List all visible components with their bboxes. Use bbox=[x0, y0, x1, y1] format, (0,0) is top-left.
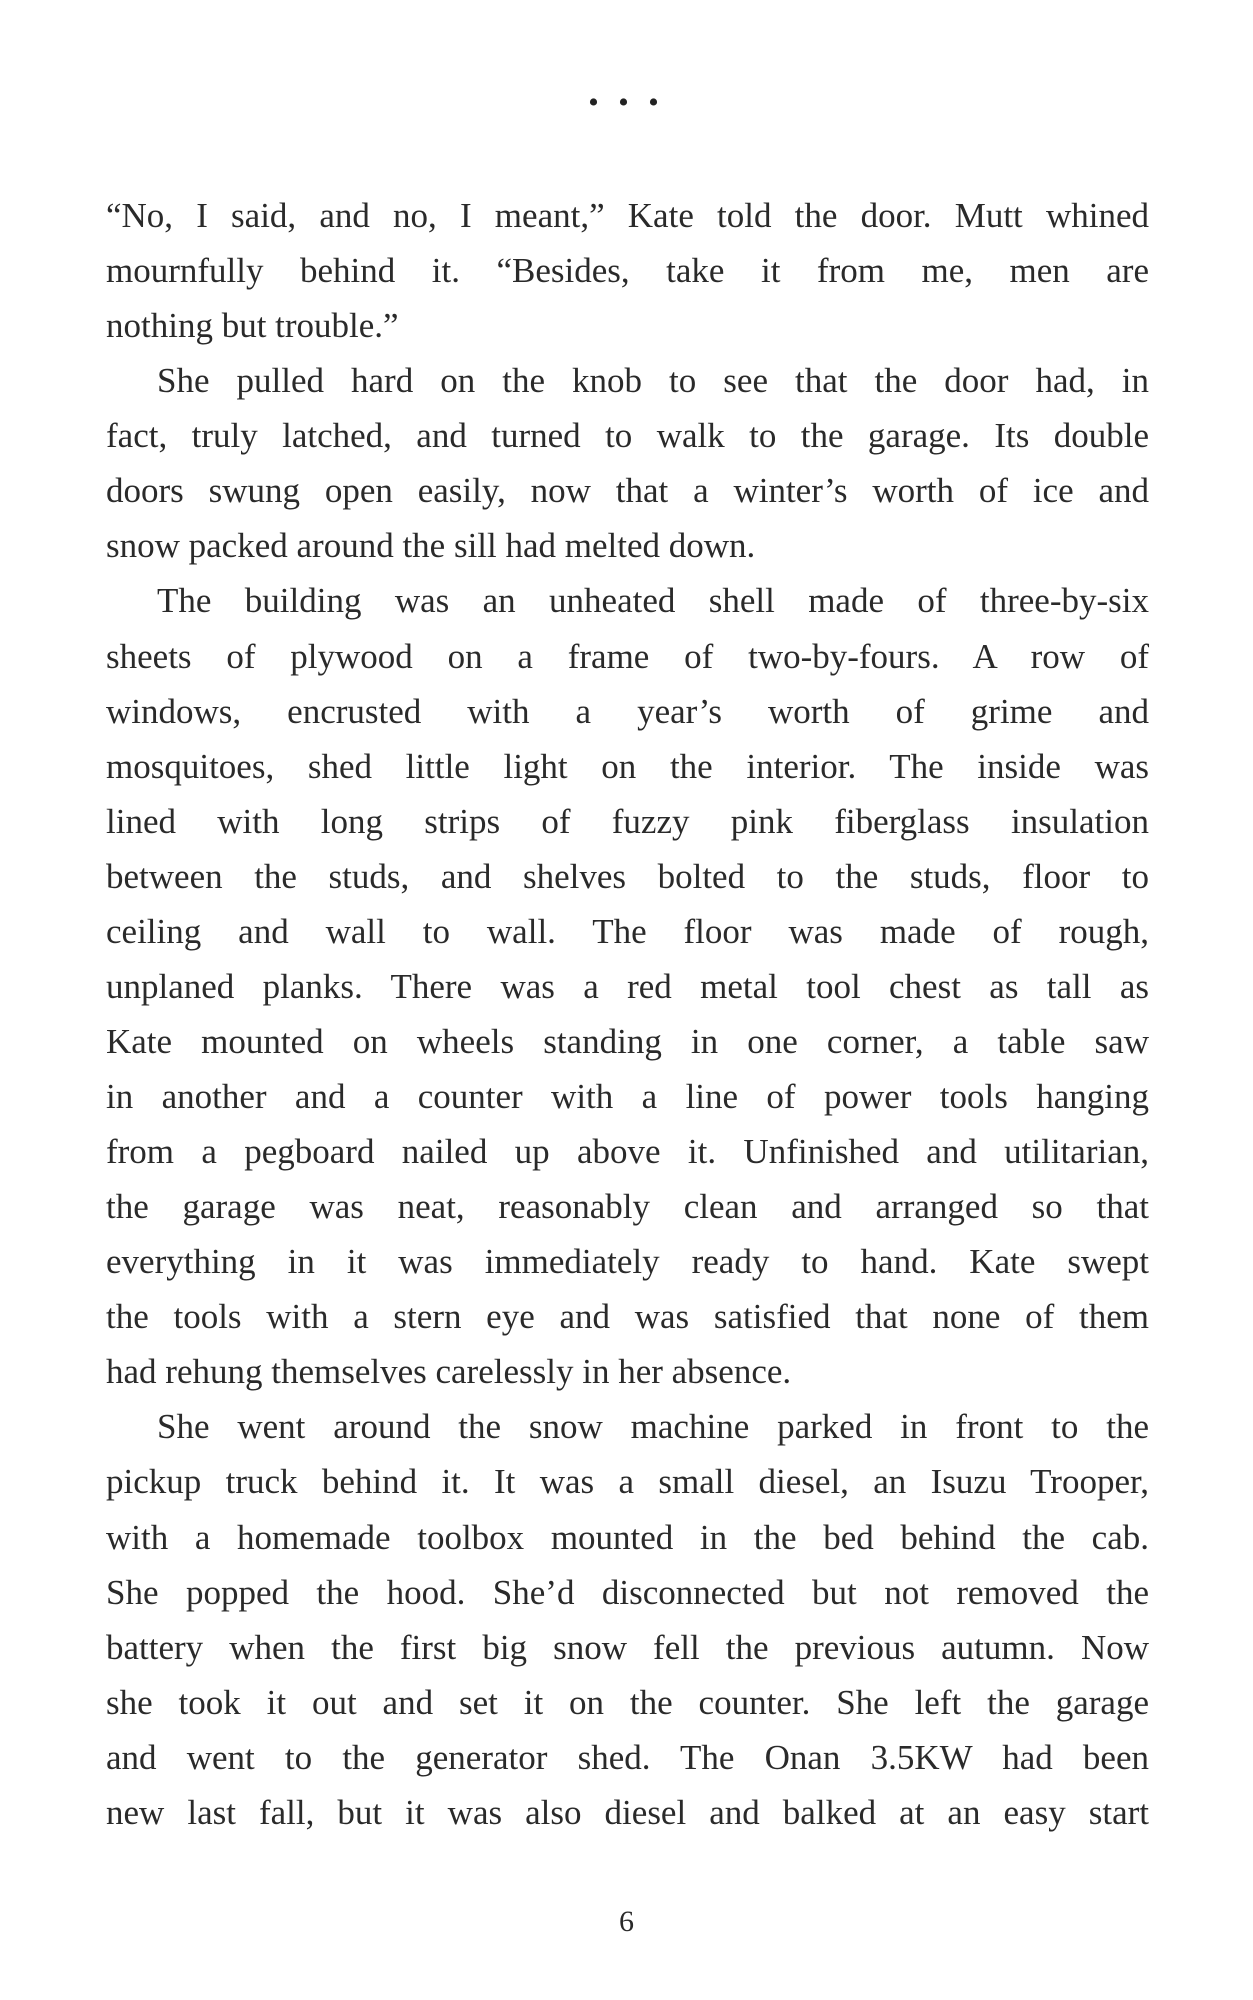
text-line: in another and a counter with a line of power tools hanging bbox=[106, 1077, 1149, 1116]
text-line: from a pegboard nailed up above it. Unfinished and utilitarian, bbox=[106, 1132, 1149, 1172]
text-line: battery when the first big snow fell the previous autumn. Now bbox=[106, 1627, 1149, 1667]
text-line: mosquitoes, shed little light on the interior. The inside was bbox=[106, 746, 1149, 786]
text-line: Kate mounted on wheels standing in one corner, a table saw bbox=[106, 1021, 1149, 1061]
text-line: everything in it was immediately ready to hand. Kate swept bbox=[106, 1242, 1149, 1282]
text-line: snow packed around the sill had melted down. bbox=[106, 526, 756, 566]
text-line: she took it out and set it on the counter. She left the garage bbox=[106, 1682, 1149, 1722]
page-number: 6 bbox=[619, 1905, 634, 1938]
body-text bbox=[106, 188, 1149, 1840]
text-line: windows, encrusted with a year’s worth of grime and bbox=[106, 691, 1149, 731]
text-line: pickup truck behind it. It was a small diesel, an Isuzu Trooper, bbox=[106, 1462, 1149, 1502]
text-line: She pulled hard on the knob to see that the door had, in bbox=[157, 361, 1149, 401]
text-line: nothing but trouble.” bbox=[106, 306, 399, 346]
text-line: sheets of plywood on a frame of two-by-fours. A row of bbox=[106, 636, 1149, 676]
text-line: “No, I said, and no, I meant,” Kate told the door. Mutt whined bbox=[106, 196, 1149, 235]
text-line: had rehung themselves carelessly in her absence. bbox=[106, 1352, 792, 1392]
text-line: doors swung open easily, now that a winter’s worth of ice and bbox=[106, 471, 1149, 511]
text-line: ceiling and wall to wall. The floor was made of rough, bbox=[106, 911, 1149, 951]
text-line: The building was an unheated shell made of three-by-six bbox=[157, 581, 1149, 621]
section-break-dots: • • • bbox=[588, 86, 665, 119]
text-line: lined with long strips of fuzzy pink fiberglass insulation bbox=[106, 801, 1149, 841]
text-line: new last fall, but it was also diesel and balked at an easy start bbox=[106, 1792, 1149, 1832]
text-line: the garage was neat, reasonably clean and arranged so that bbox=[106, 1187, 1149, 1227]
text-line: the tools with a stern eye and was satisfied that none of them bbox=[106, 1297, 1149, 1337]
text-line: She popped the hood. She’d disconnected but not removed the bbox=[106, 1572, 1149, 1612]
text-line: unplaned planks. There was a red metal tool chest as tall as bbox=[106, 966, 1149, 1006]
text-line: with a homemade toolbox mounted in the bed behind the cab. bbox=[106, 1517, 1149, 1557]
text-line: mournfully behind it. “Besides, take it from me, men are bbox=[106, 251, 1149, 291]
text-line: fact, truly latched, and turned to walk to the garage. Its double bbox=[106, 416, 1149, 456]
text-line: She went around the snow machine parked in front to the bbox=[157, 1407, 1149, 1447]
text-line: and went to the generator shed. The Onan 3.5KW had been bbox=[106, 1737, 1149, 1777]
text-line: between the studs, and shelves bolted to the studs, floor to bbox=[106, 856, 1149, 896]
